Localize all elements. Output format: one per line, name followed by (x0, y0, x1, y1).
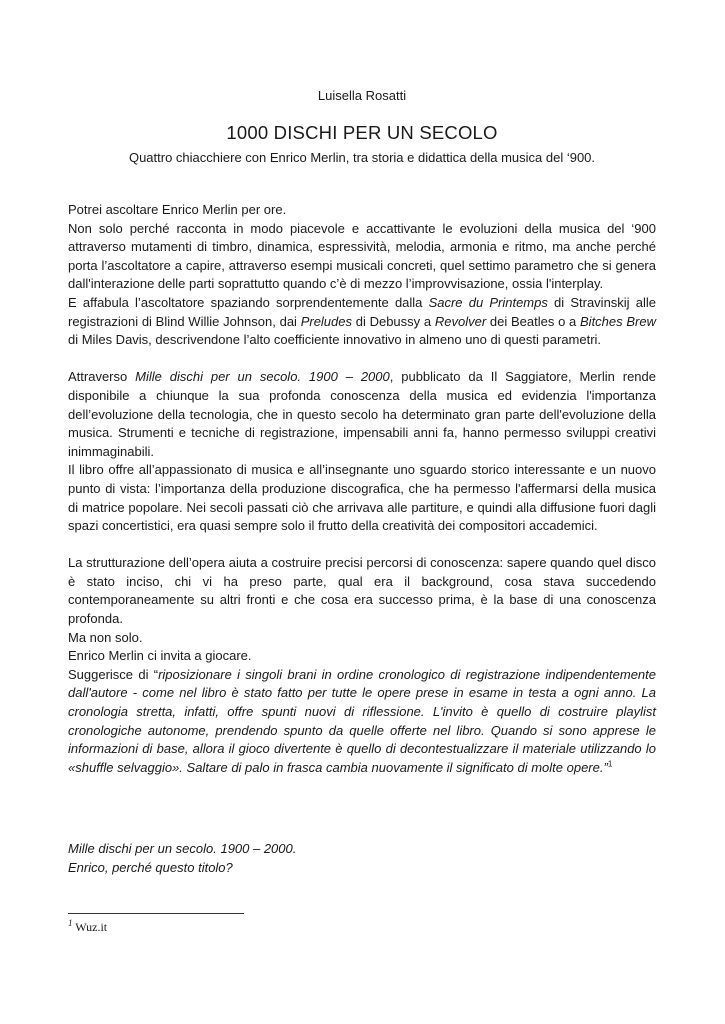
body-paragraph (68, 666, 656, 778)
text-segment: E affabula l’ascoltatore spaziando sorprendentemente dalla (68, 294, 429, 310)
text-segment: Suggerisce di “ (68, 666, 159, 682)
footnote-text: Wuz.it (75, 920, 108, 934)
text-segment: di Stravinskij alle registrazioni di Blind Willie Johnson, dai (68, 294, 656, 329)
interview-questions (68, 840, 656, 877)
author-name: Luisella Rosatti (317, 88, 407, 103)
body-paragraph (68, 294, 656, 350)
body-paragraph (68, 201, 656, 220)
text-segment: di Debussy a (352, 313, 435, 329)
text-segment: Non solo perché racconta in modo piacevole e accattivante le evoluzioni della musica del ‘900 attraverso mutamenti di timbro, dinamica, espressività, melodia, armonia e ritmo, ma anche perché porta l’ascoltatore a capire, attraverso esempi musicali concreti, quel settimo parametro che si genera dall'interazione delle parti soprattutto quando c’è di mezzo l’improvvisazione, ossia l'interplay. (68, 220, 656, 292)
footnote-number: 1 (68, 918, 73, 928)
text-segment: di Miles Davis, descrivendone l’alto coefficiente innovativo in almeno uno di questi parametri. (68, 332, 602, 348)
body-paragraph (68, 647, 656, 666)
footnote-divider (68, 913, 244, 914)
article-subtitle: Quattro chiacchiere con Enrico Merlin, tra storia e didattica della musica del ‘900. (128, 150, 596, 165)
text-segment: Ma non solo. (68, 629, 143, 645)
italic-text: riposizionare i singoli brani in ordine cronologico di registrazione indipendentemente dall'autore - come nel libro è stato fatto per tutte le opere prese in esame in testa a ogni anno. La cronologia stretta, infatti, offre spunti nuovi di riflessione. L'invito è quello di costruire playlist cronologiche autonome, prendendo spunto da quelle offerte nel libro. Quando si sono apprese le informazioni di base, allora il gioco divertente è quello di decontestualizzare il materiale utilizzando lo «shuffle selvaggio». Saltare di palo in frasca cambia nuovamente il significato di molte opere.” (68, 666, 657, 775)
text-segment: dei Beatles o a (486, 313, 581, 329)
paragraph-spacer (68, 536, 656, 555)
footnote-ref: 1 (607, 759, 613, 769)
text-segment: Enrico Merlin ci invita a giocare. (68, 648, 252, 664)
body-paragraph (68, 368, 656, 461)
question-line: Enrico, perché questo titolo? (68, 859, 233, 875)
article-body (68, 201, 656, 777)
body-paragraph (68, 629, 656, 648)
italic-text: Revolver (434, 313, 487, 329)
paragraph-spacer (68, 350, 656, 369)
text-segment: Attraverso (68, 369, 136, 385)
text-segment: , pubblicato da Il Saggiatore, Merlin rende disponibile a chiunque la sua profonda conoscenza della musica ed evidenzia l'importanza dell’evoluzione della tecnologia, che in questo secolo ha determinato gran parte dell'evoluzione della musica. Strumenti e tecniche di registrazione, impensabili anni fa, hanno permesso sviluppi creativi inimmaginabili. (68, 369, 656, 459)
text-segment: La strutturazione dell’opera aiuta a costruire precisi percorsi di conoscenza: sapere quando quel disco è stato inciso, chi vi ha preso parte, qual era il background, cosa stava succedendo contemporaneamente su altri fronti e che cosa era successo prima, è la base di una conoscenza profonda. (68, 555, 656, 627)
body-paragraph (68, 220, 656, 294)
italic-text: Mille dischi per un secolo. 1900 – 2000 (135, 369, 390, 385)
article-title: 1000 DISCHI PER UN SECOLO (226, 122, 498, 143)
text-segment: Il libro offre all’appassionato di musica e all’insegnante uno sguardo storico interessante e un nuovo punto di vista: l’importanza della produzione discografica, che ha permesso l'affermarsi della musica di matrice popolare. Nei secoli passati ciò che arrivava alle partiture, e quindi alla diffusione fuori dagli spazi concertistici, era quasi sempre solo il frutto della creatività dei compositori accademici. (68, 462, 656, 534)
body-paragraph (68, 554, 656, 628)
question-line: Mille dischi per un secolo. 1900 – 2000. (68, 841, 297, 856)
text-segment: Potrei ascoltare Enrico Merlin per ore. (68, 202, 287, 217)
body-paragraph (68, 461, 656, 535)
italic-text: Preludes (300, 313, 352, 329)
footnote (68, 920, 107, 935)
italic-text: Bitches Brew (580, 313, 656, 329)
italic-text: Sacre du Printemps (428, 294, 548, 310)
